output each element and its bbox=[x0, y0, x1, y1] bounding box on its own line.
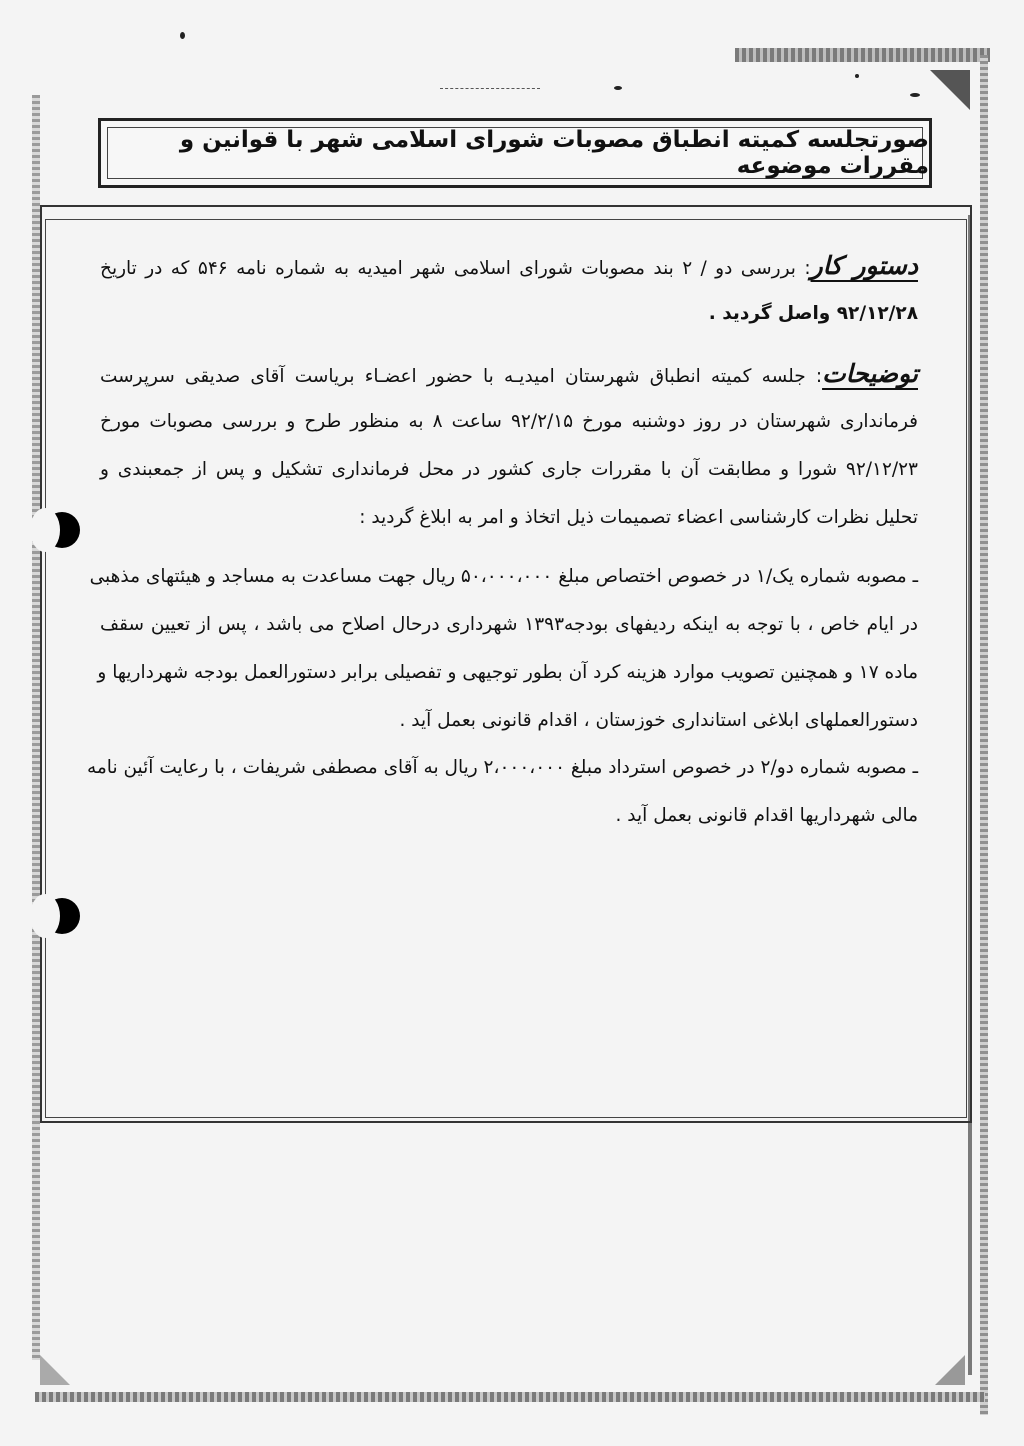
scan-border-bottom bbox=[35, 1392, 985, 1402]
scan-speck bbox=[855, 74, 859, 78]
agenda-text-1: : بررسی دو / ۲ بند مصوبات شورای اسلامی شهر امیدیه به شماره نامه ۵۴۶ که در تاریخ bbox=[100, 258, 811, 279]
notes-section bbox=[100, 350, 918, 542]
agenda-label: دستور کار bbox=[810, 251, 918, 280]
notes-text-1: : جلسه کمیته انطباق شهرستان امیدیـه با حضور اعضـاء بریاست آقای صدیقی سرپرست bbox=[100, 366, 823, 387]
scan-border-right bbox=[980, 55, 988, 1415]
scan-border-top bbox=[735, 48, 990, 62]
scan-speck bbox=[614, 86, 622, 90]
scan-border-left bbox=[32, 95, 40, 1360]
resolution-1-line-1: ـ مصوبه شماره یک/۱ در خصوص اختصاص مبلغ ۵۰،۰۰۰،۰۰۰ ریال جهت مساعدت به مساجد و هیئتهای مذهبی bbox=[89, 566, 918, 587]
scan-speck bbox=[910, 93, 920, 97]
faint-header-mark bbox=[440, 84, 540, 89]
resolution-1 bbox=[89, 553, 918, 745]
title-box bbox=[98, 118, 932, 188]
notes-line-4: تحلیل نظرات کارشناسی اعضاء تصمیمات ذیل اتخاذ و امر به ابلاغ گردید : bbox=[359, 507, 918, 528]
punch-hole-top bbox=[44, 512, 80, 548]
document-title: صورتجلسه کمیته انطباق مصوبات شورای اسلامی شهر با قوانین و مقررات موضوعه bbox=[179, 127, 929, 179]
notes-line-2: فرمانداری شهرستان در روز دوشنبه مورخ ۹۲/۲/۱۵ ساعت ۸ به منظور طرح و بررسی مصوبات مورخ bbox=[100, 411, 918, 432]
corner-mark-top-right bbox=[930, 70, 970, 110]
corner-mark-bottom-left bbox=[40, 1355, 70, 1385]
resolution-1-line-4: دستورالعملهای ابلاغی استانداری خوزستان ، اقدام قانونی بعمل آید . bbox=[399, 710, 918, 731]
punch-hole-bottom bbox=[44, 898, 80, 934]
resolution-1-line-2: در ایام خاص ، با توجه به اینکه ردیفهای بودجه۱۳۹۳ شهرداری درحال اصلاح می باشد ، پس از تعیین سقف bbox=[100, 614, 918, 635]
notes-line-3: ۹۲/۱۲/۲۳ شورا و مطابقت آن با مقررات جاری کشور در محل فرمانداری تشکیل و پس از جمعبندی و bbox=[100, 459, 918, 480]
resolution-1-line-3: ماده ۱۷ و همچنین تصویب موارد هزینه کرد آن بطور توجیهی و تفصیلی برابر دستورالعمل بودجه شهرداریها و bbox=[97, 662, 918, 683]
agenda-line-1 bbox=[100, 242, 918, 290]
resolution-2 bbox=[86, 744, 918, 840]
notes-line-1 bbox=[100, 350, 918, 398]
resolution-2-line-2: مالی شهرداریها اقدام قانونی بعمل آید . bbox=[615, 805, 918, 826]
scan-speck bbox=[180, 32, 185, 39]
notes-label: توضیحات bbox=[822, 359, 918, 388]
resolution-2-line-1: ـ مصوبه شماره دو/۲ در خصوص استرداد مبلغ ۲،۰۰۰،۰۰۰ ریال به آقای مصطفی شریفات ، با رعایت آئین نامه bbox=[86, 757, 918, 778]
agenda-section bbox=[100, 242, 918, 338]
agenda-line-2: ۹۲/۱۲/۲۸ واصل گردید . bbox=[708, 303, 918, 324]
corner-mark-bottom-right bbox=[935, 1355, 965, 1385]
